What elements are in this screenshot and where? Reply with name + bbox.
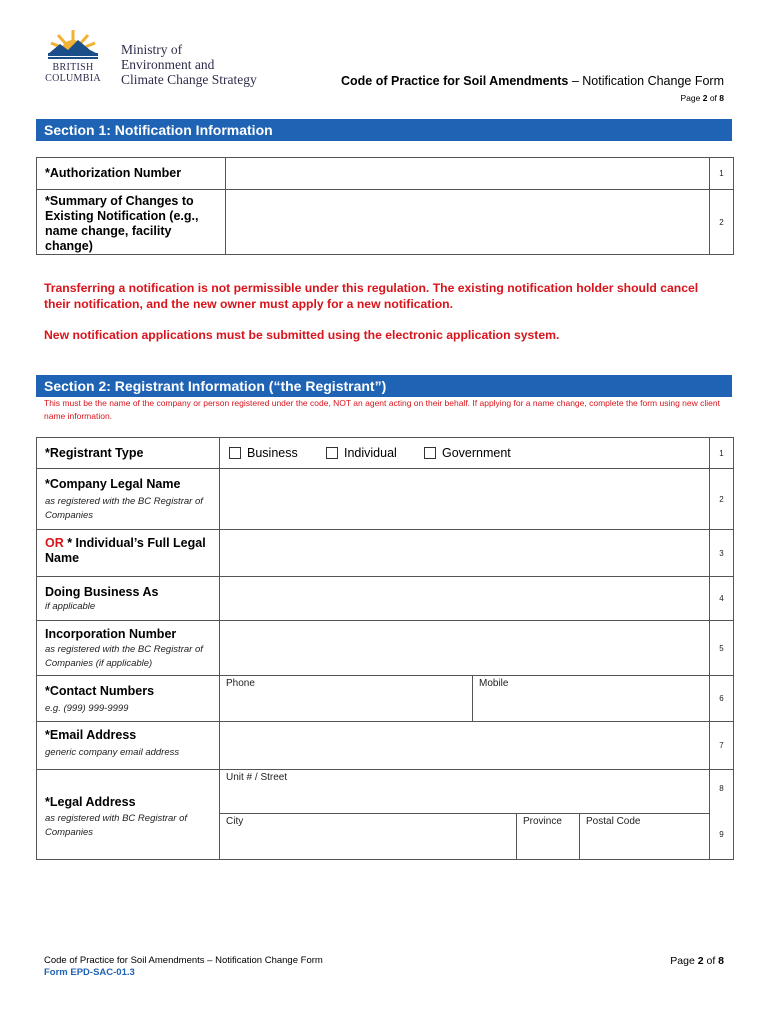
street-label: Unit # / Street	[226, 772, 288, 783]
section2-note: This must be the name of the company or person registered under the code, NOT an agent acting on their behalf. If applying for a name change, complete the form using new client name information.	[44, 398, 720, 421]
incorporation-input[interactable]	[220, 621, 710, 676]
page-total: 8	[719, 93, 724, 103]
incorporation-label: Incorporation Number	[45, 627, 177, 641]
individual-label: Individual	[344, 446, 397, 460]
individual-checkbox[interactable]	[326, 447, 338, 459]
dba-cell	[37, 577, 220, 621]
table-row	[37, 530, 734, 577]
mobile-input[interactable]	[473, 676, 709, 721]
section2-title: Section 2: Registrant Information (“the Registrant”)	[36, 375, 732, 397]
form-title	[341, 74, 724, 88]
form-title-rest: – Notification Change Form	[568, 74, 724, 88]
business-checkbox[interactable]	[229, 447, 241, 459]
government-checkbox[interactable]	[424, 447, 436, 459]
email-label: *Email Address	[45, 728, 137, 742]
legal-address-fields	[220, 770, 710, 860]
individual-option[interactable]	[326, 446, 397, 460]
header-page-number	[681, 93, 725, 103]
row-number: 1	[710, 438, 734, 469]
footer-page-total: 8	[718, 955, 724, 967]
section1-table	[36, 157, 734, 255]
ministry-name	[121, 42, 257, 87]
incorporation-hint: as registered with the BC Registrar of Companies (if applicable)	[45, 644, 203, 669]
row-numbers	[710, 770, 734, 860]
contact-numbers-cell	[37, 676, 220, 722]
table-row	[37, 438, 734, 469]
table-row	[37, 770, 734, 860]
table-row	[37, 190, 734, 255]
page-current: 2	[702, 93, 708, 103]
company-legal-name-cell	[37, 469, 220, 530]
table-row	[37, 577, 734, 621]
individual-name-text: * Individual’s Full Legal Name	[45, 536, 206, 565]
individual-name-input[interactable]	[220, 530, 710, 577]
table-row	[37, 676, 734, 722]
authorization-number-label: *Authorization Number	[37, 158, 226, 190]
postal-code-input[interactable]	[580, 814, 709, 859]
individual-name-label	[37, 530, 220, 577]
footer-doc-name: Code of Practice for Soil Amendments – Notification Change Form	[44, 955, 323, 966]
phone-label: Phone	[226, 678, 255, 689]
row-number: 5	[710, 621, 734, 676]
province-input[interactable]	[517, 814, 579, 859]
transfer-warning: Transferring a notification is not permissible under this regulation. The existing notification holder should cancel their notification, and the new owner must apply for a new notification.	[44, 281, 699, 311]
table-row	[37, 621, 734, 676]
contact-numbers-label: *Contact Numbers	[45, 684, 155, 698]
phone-input[interactable]	[220, 676, 472, 721]
government-option[interactable]	[424, 446, 511, 460]
form-title-bold: Code of Practice for Soil Amendments	[341, 74, 569, 88]
legal-address-hint: as registered with BC Registrar of Companies	[45, 813, 188, 838]
summary-of-changes-input[interactable]	[226, 190, 710, 255]
ministry-line-3: Climate Change Strategy	[121, 72, 257, 87]
page-of: of	[707, 93, 720, 103]
row-number: 8	[719, 784, 724, 793]
business-option[interactable]	[229, 446, 298, 460]
email-input[interactable]	[220, 722, 710, 770]
row-number: 6	[710, 676, 734, 722]
dba-hint: if applicable	[45, 601, 96, 612]
contact-numbers-hint: e.g. (999) 999-9999	[45, 703, 129, 714]
row-number: 7	[710, 722, 734, 770]
row-number: 1	[710, 158, 734, 190]
ministry-line-2: Environment and	[121, 57, 215, 72]
business-label: Business	[247, 446, 298, 460]
registrant-type-label: *Registrant Type	[37, 438, 220, 469]
contact-numbers-fields	[220, 676, 710, 722]
row-number: 4	[710, 577, 734, 621]
street-input[interactable]	[220, 770, 709, 813]
row-number: 2	[710, 190, 734, 255]
page-prefix: Page	[680, 93, 703, 103]
authorization-number-input[interactable]	[226, 158, 710, 190]
mobile-label: Mobile	[479, 678, 509, 689]
dba-input[interactable]	[220, 577, 710, 621]
postal-code-label: Postal Code	[586, 816, 641, 827]
section2-table	[36, 437, 734, 860]
email-cell	[37, 722, 220, 770]
registrant-type-options	[220, 438, 710, 469]
summary-of-changes-label: *Summary of Changes to Existing Notification (e.g., name change, facility change)	[37, 190, 226, 255]
city-input[interactable]	[220, 814, 516, 859]
company-legal-name-label: *Company Legal Name	[45, 477, 181, 491]
ministry-line-1: Ministry of	[121, 42, 183, 57]
or-label: OR	[45, 536, 64, 550]
footer-page-prefix: Page	[670, 955, 698, 967]
table-row	[37, 158, 734, 190]
logo-text-columbia: COLUMBIA	[45, 73, 101, 84]
row-number: 9	[719, 830, 724, 839]
email-hint: generic company email address	[45, 747, 180, 758]
table-row	[37, 722, 734, 770]
row-number: 2	[710, 469, 734, 530]
table-row	[37, 469, 734, 530]
footer-form-id: Form EPD-SAC-01.3	[44, 967, 135, 978]
row-number: 3	[710, 530, 734, 577]
government-label: Government	[442, 446, 511, 460]
footer-page-of: of	[703, 955, 719, 967]
footer-page-current: 2	[697, 955, 704, 967]
bc-logo	[38, 26, 108, 90]
city-label: City	[226, 816, 244, 827]
application-warning: New notification applications must be submitted using the electronic application system.	[44, 328, 560, 342]
province-label: Province	[523, 816, 562, 827]
incorporation-cell	[37, 621, 220, 676]
section1-title: Section 1: Notification Information	[36, 119, 732, 141]
dba-label: Doing Business As	[45, 585, 159, 599]
footer-page-number	[670, 955, 724, 967]
legal-address-cell	[37, 770, 220, 860]
legal-address-label: *Legal Address	[45, 795, 136, 809]
company-legal-name-hint: as registered with the BC Registrar of Companies	[45, 496, 203, 521]
logo-text-british: BRITISH	[52, 62, 94, 73]
company-legal-name-input[interactable]	[220, 469, 710, 530]
